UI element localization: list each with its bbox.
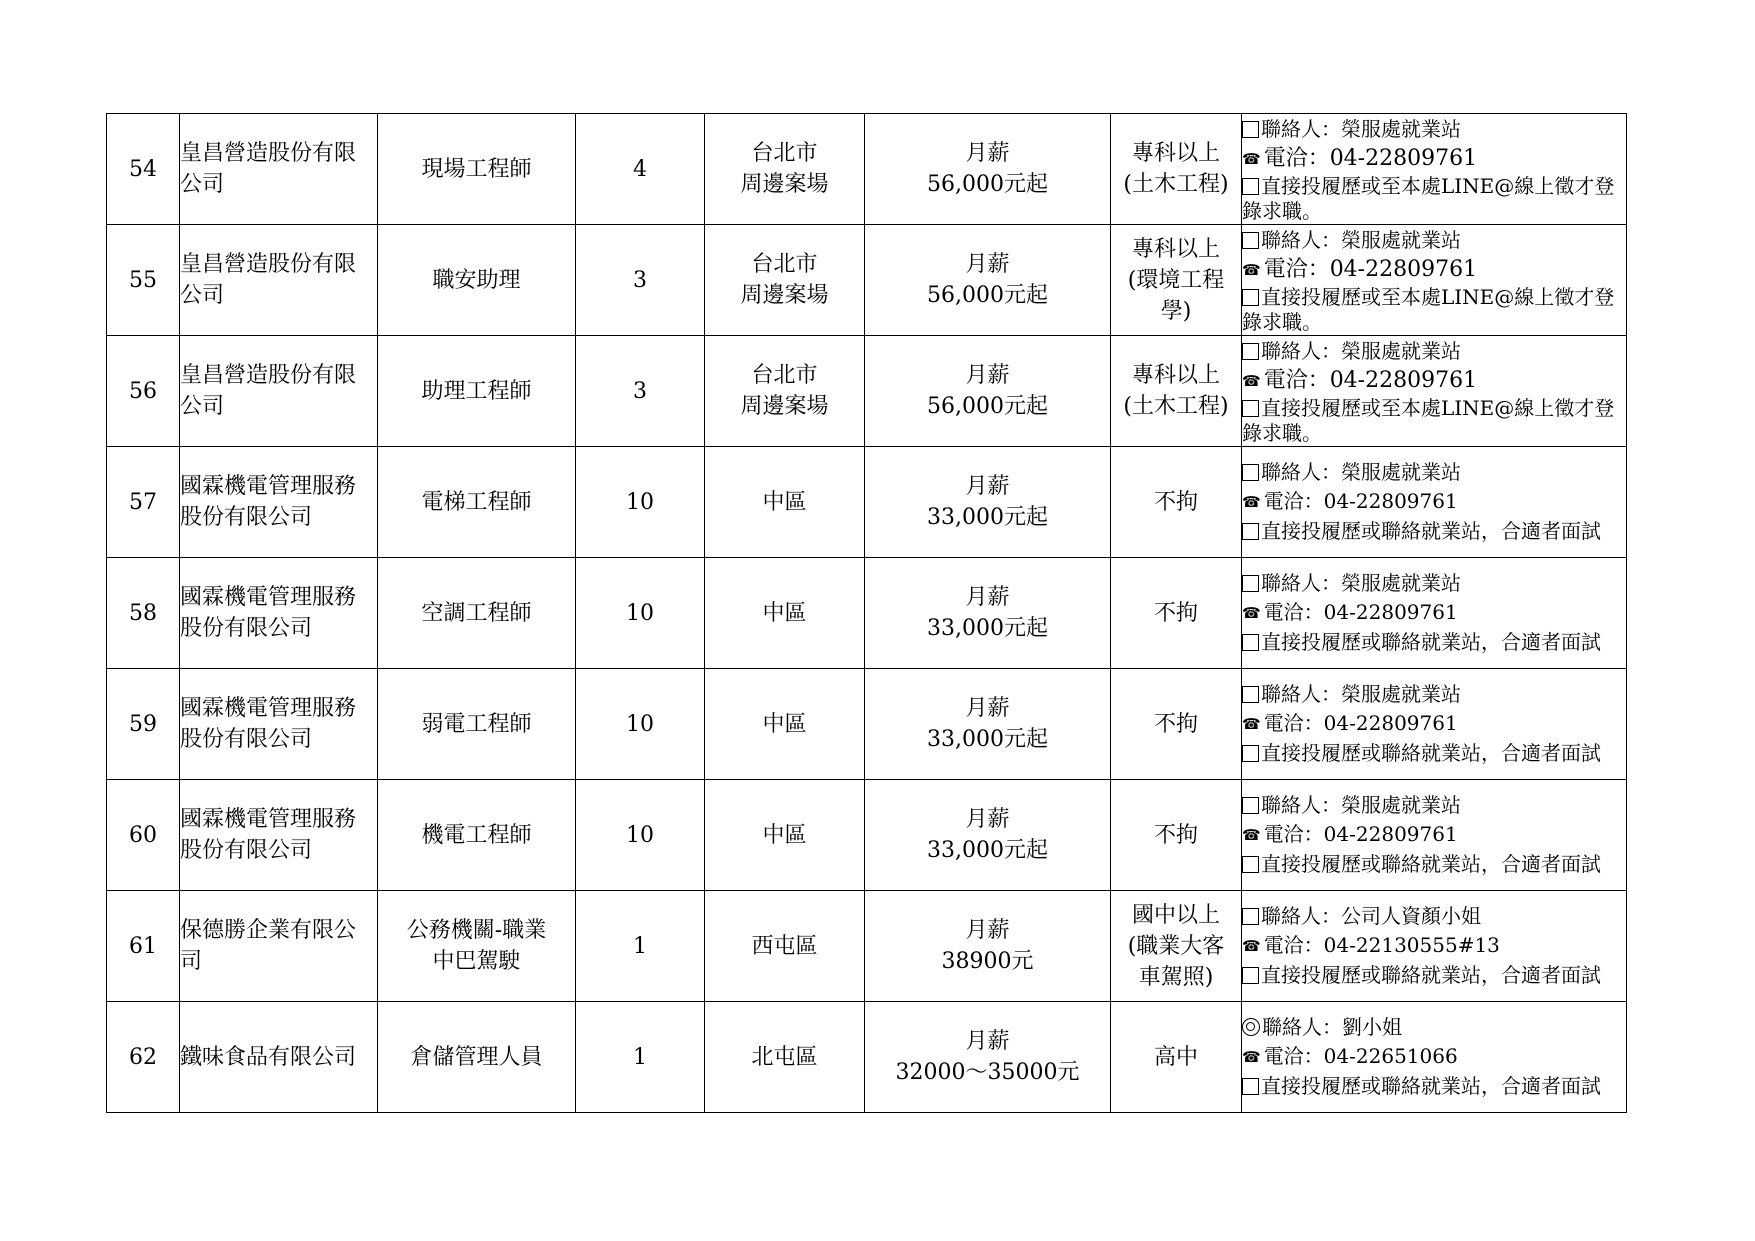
job-title-cell <box>378 336 576 447</box>
headcount-cell: 1 <box>576 891 705 1002</box>
contact-note-text: 直接投履歷或聯絡就業站，合適者面試 <box>1261 1074 1601 1098</box>
loc-line: 台北市 <box>751 363 818 388</box>
headcount-cell: 10 <box>576 669 705 780</box>
checkbox-icon <box>1242 232 1259 249</box>
loc-line: 西屯區 <box>751 933 818 959</box>
co-line: 公司 <box>180 394 225 419</box>
row-number: 54 <box>107 114 180 225</box>
contact-person <box>1242 902 1626 931</box>
salary-line: 32000～35000元 <box>895 1060 1080 1085</box>
education-cell <box>1111 114 1242 225</box>
contact-phone <box>1242 931 1626 961</box>
contact-note-text: 直接投履歷或聯絡就業站，合適者面試 <box>1261 630 1601 654</box>
job-title-cell <box>378 891 576 1002</box>
contact-person <box>1242 458 1626 487</box>
co-line: 現場工程師 <box>421 156 532 182</box>
salary-line: 38900元 <box>941 949 1034 974</box>
education-cell <box>1111 1002 1242 1113</box>
contact-person-text: 聯絡人：劉小姐 <box>1262 1015 1402 1039</box>
checkbox-icon <box>1242 797 1259 814</box>
contact-phone <box>1242 255 1626 285</box>
edu-line: 專科以上 <box>1131 141 1220 166</box>
checkbox-icon <box>1242 575 1259 592</box>
contact-person <box>1242 791 1626 820</box>
row-number: 59 <box>107 669 180 780</box>
edu-line: 不拘 <box>1153 600 1198 626</box>
contact-phone <box>1242 820 1626 850</box>
salary-line: 56,000元起 <box>927 394 1048 419</box>
contact-cell <box>1242 780 1627 891</box>
contact-phone-text: 電洽：04-22130555#13 <box>1263 933 1500 957</box>
contact-note-text: 直接投履歷或至本處LINE@線上徵才登錄求職。 <box>1242 284 1615 334</box>
co-line: 助理工程師 <box>421 378 532 404</box>
row-number: 61 <box>107 891 180 1002</box>
checkbox-icon <box>1242 121 1259 138</box>
contact-phone <box>1242 1042 1626 1072</box>
job-title-cell <box>378 114 576 225</box>
education-cell <box>1111 669 1242 780</box>
contact-phone-text: 電洽：04-22809761 <box>1263 256 1478 282</box>
loc-line: 台北市 <box>751 141 818 166</box>
education-cell <box>1111 780 1242 891</box>
education-cell <box>1111 558 1242 669</box>
edu-line: 不拘 <box>1153 489 1198 515</box>
co-line: 弱電工程師 <box>421 711 532 737</box>
contact-phone-text: 電洽：04-22809761 <box>1263 489 1458 513</box>
contact-person <box>1242 226 1626 255</box>
contact-note-text: 直接投履歷或聯絡就業站，合適者面試 <box>1261 963 1601 987</box>
edu-line: 不拘 <box>1153 822 1198 848</box>
edu-line: 高中 <box>1153 1044 1198 1070</box>
contact-person-text: 聯絡人：榮服處就業站 <box>1261 338 1461 363</box>
co-line: 機電工程師 <box>421 822 532 848</box>
phone-icon: ☎ <box>1242 371 1261 390</box>
education-cell <box>1111 891 1242 1002</box>
co-line: 倉儲管理人員 <box>410 1044 543 1070</box>
loc-line: 中區 <box>762 822 807 848</box>
salary-line: 月薪 <box>965 252 1010 277</box>
contact-cell <box>1242 447 1627 558</box>
loc-line: 北屯區 <box>751 1044 818 1070</box>
loc-line: 周邊案場 <box>740 394 829 419</box>
table-body <box>107 114 1627 1113</box>
salary-cell <box>865 1002 1111 1113</box>
job-title-cell <box>378 447 576 558</box>
co-line: 公司 <box>180 172 225 197</box>
contact-person-text: 聯絡人：榮服處就業站 <box>1261 571 1461 595</box>
job-title-cell <box>378 225 576 336</box>
phone-icon: ☎ <box>1242 715 1261 733</box>
co-line: 國霖機電管理服務 <box>180 807 357 832</box>
table-row <box>107 225 1627 336</box>
co-line: 國霖機電管理服務 <box>180 474 357 499</box>
location-cell <box>705 336 865 447</box>
checkbox-icon <box>1242 745 1259 762</box>
salary-line: 56,000元起 <box>927 283 1048 308</box>
salary-cell <box>865 447 1111 558</box>
company-cell <box>180 669 378 780</box>
salary-line: 月薪 <box>965 141 1010 166</box>
contact-person-text: 聯絡人：榮服處就業站 <box>1261 460 1461 484</box>
edu-line: (土木工程) <box>1123 394 1229 419</box>
headcount-cell: 3 <box>576 336 705 447</box>
salary-line: 33,000元起 <box>927 616 1048 641</box>
contact-note-text: 直接投履歷或聯絡就業站，合適者面試 <box>1261 852 1601 876</box>
salary-cell <box>865 225 1111 336</box>
salary-line: 月薪 <box>965 474 1010 499</box>
checkbox-icon <box>1242 908 1259 925</box>
location-cell <box>705 447 865 558</box>
contact-note <box>1242 628 1626 657</box>
edu-line: 專科以上 <box>1131 236 1220 262</box>
contact-note <box>1242 1072 1626 1101</box>
co-line: 國霖機電管理服務 <box>180 585 357 610</box>
contact-note <box>1242 396 1626 446</box>
row-number: 62 <box>107 1002 180 1113</box>
table-row <box>107 114 1627 225</box>
row-number: 55 <box>107 225 180 336</box>
checkbox-icon <box>1242 856 1259 873</box>
table-row <box>107 780 1627 891</box>
table-row <box>107 336 1627 447</box>
salary-line: 33,000元起 <box>927 727 1048 752</box>
contact-note-text: 直接投履歷或至本處LINE@線上徵才登錄求職。 <box>1242 395 1615 445</box>
salary-cell <box>865 891 1111 1002</box>
contact-cell <box>1242 669 1627 780</box>
salary-cell <box>865 558 1111 669</box>
co-line: 皇昌營造股份有限 <box>180 363 357 388</box>
contact-person <box>1242 337 1626 366</box>
contact-phone-text: 電洽：04-22809761 <box>1263 822 1458 846</box>
location-cell <box>705 669 865 780</box>
edu-line: (土木工程) <box>1123 172 1229 197</box>
salary-line: 33,000元起 <box>927 838 1048 863</box>
contact-phone <box>1242 487 1626 517</box>
salary-line: 月薪 <box>965 585 1010 610</box>
salary-cell <box>865 669 1111 780</box>
co-line: 國霖機電管理服務 <box>180 696 357 721</box>
edu-line: (環境工程 <box>1127 267 1225 293</box>
phone-icon: ☎ <box>1242 149 1261 168</box>
co-line: 皇昌營造股份有限 <box>180 141 357 166</box>
edu-line: 不拘 <box>1153 711 1198 737</box>
job-title-cell <box>378 558 576 669</box>
row-number: 57 <box>107 447 180 558</box>
co-line: 保德勝企業有限公 <box>180 918 357 943</box>
co-line: 皇昌營造股份有限 <box>180 252 357 277</box>
contact-note <box>1242 174 1626 224</box>
loc-line: 周邊案場 <box>740 283 829 308</box>
co-line: 公司 <box>180 283 225 308</box>
salary-line: 月薪 <box>965 1029 1010 1054</box>
company-cell <box>180 558 378 669</box>
checkbox-icon <box>1242 400 1259 417</box>
company-cell <box>180 780 378 891</box>
contact-person-text: 聯絡人：榮服處就業站 <box>1261 793 1461 817</box>
co-line: 電梯工程師 <box>421 489 532 515</box>
salary-cell <box>865 336 1111 447</box>
company-cell <box>180 1002 378 1113</box>
edu-line: (職業大客 <box>1127 933 1225 959</box>
table-row <box>107 669 1627 780</box>
checkbox-icon <box>1242 1078 1259 1095</box>
company-cell <box>180 447 378 558</box>
contact-phone <box>1242 144 1626 174</box>
co-line: 職安助理 <box>432 267 521 293</box>
headcount-cell: 10 <box>576 447 705 558</box>
checkbox-icon <box>1242 686 1259 703</box>
contact-phone-text: 電洽：04-22809761 <box>1263 367 1478 393</box>
contact-phone <box>1242 598 1626 628</box>
contact-person-text: 聯絡人：榮服處就業站 <box>1261 682 1461 706</box>
salary-cell <box>865 114 1111 225</box>
edu-line: 國中以上 <box>1131 902 1220 928</box>
contact-person <box>1242 1013 1626 1042</box>
co-line: 鐵味食品有限公司 <box>180 1044 357 1070</box>
contact-person <box>1242 680 1626 709</box>
loc-line: 中區 <box>762 600 807 626</box>
checkbox-icon <box>1242 634 1259 651</box>
phone-icon: ☎ <box>1242 260 1261 279</box>
co-line: 中巴駕駛 <box>432 949 521 974</box>
company-cell <box>180 225 378 336</box>
row-number: 60 <box>107 780 180 891</box>
edu-line: 專科以上 <box>1131 363 1220 388</box>
loc-line: 中區 <box>762 711 807 737</box>
contact-note <box>1242 517 1626 546</box>
contact-phone-text: 電洽：04-22809761 <box>1263 711 1458 735</box>
co-line: 股份有限公司 <box>180 505 313 530</box>
co-line: 司 <box>180 949 203 974</box>
checkbox-icon <box>1242 967 1259 984</box>
edu-line: 學) <box>1160 298 1192 324</box>
headcount-cell: 10 <box>576 780 705 891</box>
contact-cell <box>1242 114 1627 225</box>
salary-cell <box>865 780 1111 891</box>
table-row <box>107 558 1627 669</box>
salary-line: 56,000元起 <box>927 172 1048 197</box>
loc-line: 台北市 <box>751 252 818 277</box>
loc-line: 周邊案場 <box>740 172 829 197</box>
location-cell <box>705 891 865 1002</box>
co-line: 股份有限公司 <box>180 616 313 641</box>
contact-cell <box>1242 1002 1627 1113</box>
checkbox-icon <box>1242 523 1259 540</box>
contact-phone-text: 電洽：04-22809761 <box>1263 600 1458 624</box>
salary-line: 月薪 <box>965 696 1010 721</box>
checkbox-icon <box>1242 289 1259 306</box>
salary-line: 33,000元起 <box>927 505 1048 530</box>
salary-line: 月薪 <box>965 363 1010 388</box>
table-row <box>107 891 1627 1002</box>
salary-line: 月薪 <box>965 918 1010 943</box>
checkbox-icon <box>1242 464 1259 481</box>
contact-cell <box>1242 891 1627 1002</box>
contact-note <box>1242 961 1626 990</box>
contact-note <box>1242 739 1626 768</box>
education-cell <box>1111 225 1242 336</box>
row-number: 56 <box>107 336 180 447</box>
checkbox-icon <box>1242 178 1259 195</box>
education-cell <box>1111 447 1242 558</box>
contact-cell <box>1242 336 1627 447</box>
checkbox-icon <box>1242 343 1259 360</box>
contact-note-text: 直接投履歷或聯絡就業站，合適者面試 <box>1261 741 1601 765</box>
job-title-cell <box>378 669 576 780</box>
edu-line: 車駕照) <box>1138 964 1214 990</box>
row-number: 58 <box>107 558 180 669</box>
contact-cell <box>1242 225 1627 336</box>
location-cell <box>705 780 865 891</box>
company-cell <box>180 336 378 447</box>
location-cell <box>705 558 865 669</box>
table-row <box>107 447 1627 558</box>
co-line: 股份有限公司 <box>180 838 313 863</box>
co-line: 公務機關-職業 <box>406 918 547 943</box>
salary-line: 月薪 <box>965 807 1010 832</box>
phone-icon: ☎ <box>1242 1048 1261 1066</box>
contact-note <box>1242 850 1626 879</box>
double-circle-icon <box>1242 1018 1260 1036</box>
education-cell <box>1111 336 1242 447</box>
location-cell <box>705 114 865 225</box>
contact-note <box>1242 285 1626 335</box>
headcount-cell: 1 <box>576 1002 705 1113</box>
headcount-cell: 4 <box>576 114 705 225</box>
location-cell <box>705 1002 865 1113</box>
contact-phone <box>1242 366 1626 396</box>
co-line: 股份有限公司 <box>180 727 313 752</box>
contact-person-text: 聯絡人：榮服處就業站 <box>1261 227 1461 252</box>
contact-note-text: 直接投履歷或聯絡就業站，合適者面試 <box>1261 519 1601 543</box>
loc-line: 中區 <box>762 489 807 515</box>
phone-icon: ☎ <box>1242 604 1261 622</box>
contact-person-text: 聯絡人：榮服處就業站 <box>1261 116 1461 141</box>
table-row <box>107 1002 1627 1113</box>
company-cell <box>180 114 378 225</box>
location-cell <box>705 225 865 336</box>
contact-note-text: 直接投履歷或至本處LINE@線上徵才登錄求職。 <box>1242 173 1615 223</box>
contact-phone-text: 電洽：04-22809761 <box>1263 145 1478 171</box>
contact-person-text: 聯絡人：公司人資顏小姐 <box>1261 904 1481 928</box>
contact-phone-text: 電洽：04-22651066 <box>1263 1044 1458 1068</box>
job-title-cell <box>378 1002 576 1113</box>
contact-phone <box>1242 709 1626 739</box>
contact-person <box>1242 569 1626 598</box>
headcount-cell: 10 <box>576 558 705 669</box>
job-listing-table <box>106 113 1627 1113</box>
phone-icon: ☎ <box>1242 826 1261 844</box>
phone-icon: ☎ <box>1242 937 1261 955</box>
company-cell <box>180 891 378 1002</box>
co-line: 空調工程師 <box>421 600 532 626</box>
contact-cell <box>1242 558 1627 669</box>
job-title-cell <box>378 780 576 891</box>
phone-icon: ☎ <box>1242 493 1261 511</box>
contact-person <box>1242 115 1626 144</box>
headcount-cell: 3 <box>576 225 705 336</box>
